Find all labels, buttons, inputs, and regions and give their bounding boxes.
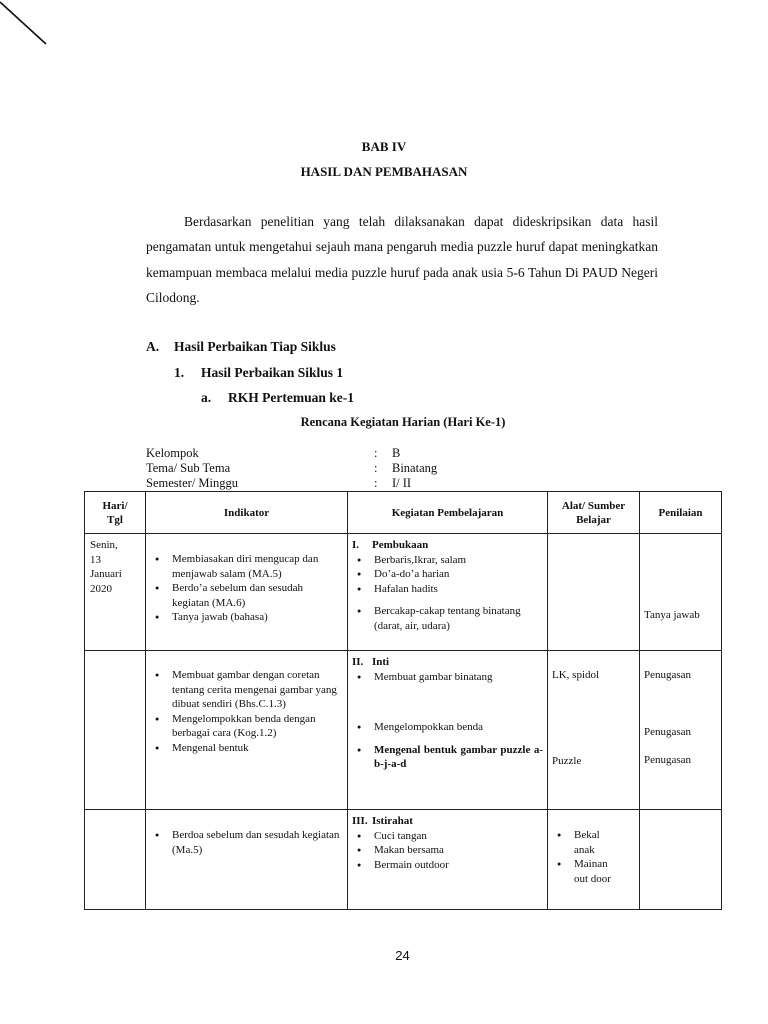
assessment-cell — [640, 534, 722, 651]
date-number: 13 — [90, 553, 101, 566]
header-day: Hari/ Tgl — [85, 492, 146, 534]
list-item: ● Bermain outdoor — [352, 858, 543, 873]
section-opening-title: I. Pembukaan — [352, 539, 429, 551]
activity-cell — [348, 810, 548, 910]
assessment-value: Tanya jawab — [644, 609, 700, 621]
indicator-cell — [146, 810, 348, 910]
list-item: ● Do’a-do’a harian — [352, 567, 543, 582]
heading-sub-a-number: a. — [201, 390, 212, 405]
heading-1-text: Hasil Perbaikan Siklus 1 — [201, 365, 344, 380]
section-core-title: II. Inti — [352, 656, 390, 668]
list-item: ● Berbaris,Ikrar, salam — [352, 553, 543, 568]
activity-cell — [348, 534, 548, 651]
date-day: Senin, — [90, 539, 118, 551]
daily-plan-table — [84, 491, 722, 910]
list-item: ● Makan bersama — [352, 843, 543, 858]
info-label: Semester/ Minggu — [146, 476, 239, 490]
heading-sub-a-text: RKH Pertemuan ke-1 — [228, 390, 354, 405]
list-item: ● Mengenal bentuk — [150, 741, 343, 756]
date-cell — [85, 651, 146, 810]
header-activity: Kegiatan Pembelajaran — [348, 492, 548, 534]
tools-cell — [548, 810, 640, 910]
assessment-value: Penugasan — [644, 669, 692, 681]
info-colon: : — [374, 461, 378, 475]
list-item: ● Mengenal bentuk gambar puzzle a-b-j-a-d — [352, 743, 543, 772]
tool-value: Puzzle — [552, 754, 582, 767]
date-cell — [85, 810, 146, 910]
tools-cell — [548, 651, 640, 810]
heading-a-text: Hasil Perbaikan Tiap Siklus — [174, 339, 336, 354]
table-header-row — [85, 492, 722, 534]
list-item: ● Mengelompokkan benda dengan berbagai cara (Kog.1.2) — [150, 712, 343, 741]
tool-value: LK, spidol — [552, 669, 600, 681]
header-assessment: Penilaian — [640, 492, 722, 534]
list-item: ● Berdoa sebelum dan sesudah kegiatan (Ma.5) — [150, 828, 343, 857]
activity-cell — [348, 651, 548, 810]
heading-1-number: 1. — [174, 365, 185, 380]
heading-1 — [174, 365, 343, 381]
section-rest-title: III. Istirahat — [352, 815, 413, 827]
list-item: ● Cuci tangan — [352, 829, 543, 844]
date-cell — [85, 534, 146, 651]
list-item: ● Membiasakan diri mengucap dan menjawab salam (MA.5) — [150, 552, 343, 581]
tools-cell — [548, 534, 640, 651]
list-item: ● Hafalan hadits — [352, 582, 543, 597]
assessment-cell — [640, 810, 722, 910]
page-number: 24 — [395, 948, 410, 963]
info-label: Kelompok — [146, 446, 199, 460]
info-value: B — [392, 446, 401, 460]
assessment-value: Penugasan — [644, 754, 692, 766]
indicator-cell — [146, 534, 348, 651]
list-item: ● Bercakap-cakap tentang binatang (darat, air, udara) — [352, 604, 543, 633]
chapter-number: BAB IV — [361, 139, 407, 154]
date-year: 2020 — [90, 582, 112, 595]
heading-a-number: A. — [146, 339, 160, 354]
heading-sub-a — [201, 390, 354, 406]
list-item: ● Bekal anak — [552, 828, 619, 857]
table-row-opening — [85, 534, 722, 651]
list-item: ● Berdo’a sebelum dan sesudah kegiatan (MA.6) — [150, 581, 343, 610]
heading-a — [146, 339, 336, 355]
list-item: ● Mainan out door — [552, 857, 619, 886]
assessment-cell — [640, 651, 722, 810]
table-row-rest — [85, 810, 722, 910]
info-colon: : — [374, 446, 378, 460]
intro-paragraph: Berdasarkan penelitian yang telah dilaksanakan dapat dideskripsikan data hasil pengamatan untuk mengetahui sejauh mana pengaruh media puzzle huruf dapat meningkatkan kemampuan membaca melalui media puzzle huruf pada anak usia 5-6 Tahun Di PAUD Negeri Cilodong. — [146, 214, 658, 305]
indicator-cell — [146, 651, 348, 810]
info-value: Binatang — [392, 461, 438, 475]
chapter-title: HASIL DAN PEMBAHASAN — [300, 164, 468, 179]
corner-fold-mark — [0, 0, 50, 48]
info-value: I/ II — [392, 476, 412, 490]
list-item: ● Mengelompokkan benda — [352, 720, 543, 735]
table-row-core — [85, 651, 722, 810]
list-item: ● Tanya jawab (bahasa) — [150, 610, 343, 625]
list-item: ● Membuat gambar dengan coretan tentang cerita mengenai gambar yang dibuat sendiri (Bhs.C.1.3) — [150, 668, 343, 712]
header-indicator: Indikator — [146, 492, 348, 534]
date-month: Januari — [90, 568, 122, 580]
info-colon: : — [374, 476, 378, 490]
assessment-value: Penugasan — [644, 725, 692, 738]
header-tools: Alat/ Sumber Belajar — [548, 492, 640, 534]
list-item: ● Membuat gambar binatang — [352, 670, 543, 685]
plan-title: Rencana Kegiatan Harian (Hari Ke-1) — [300, 415, 506, 429]
info-label: Tema/ Sub Tema — [146, 461, 231, 475]
